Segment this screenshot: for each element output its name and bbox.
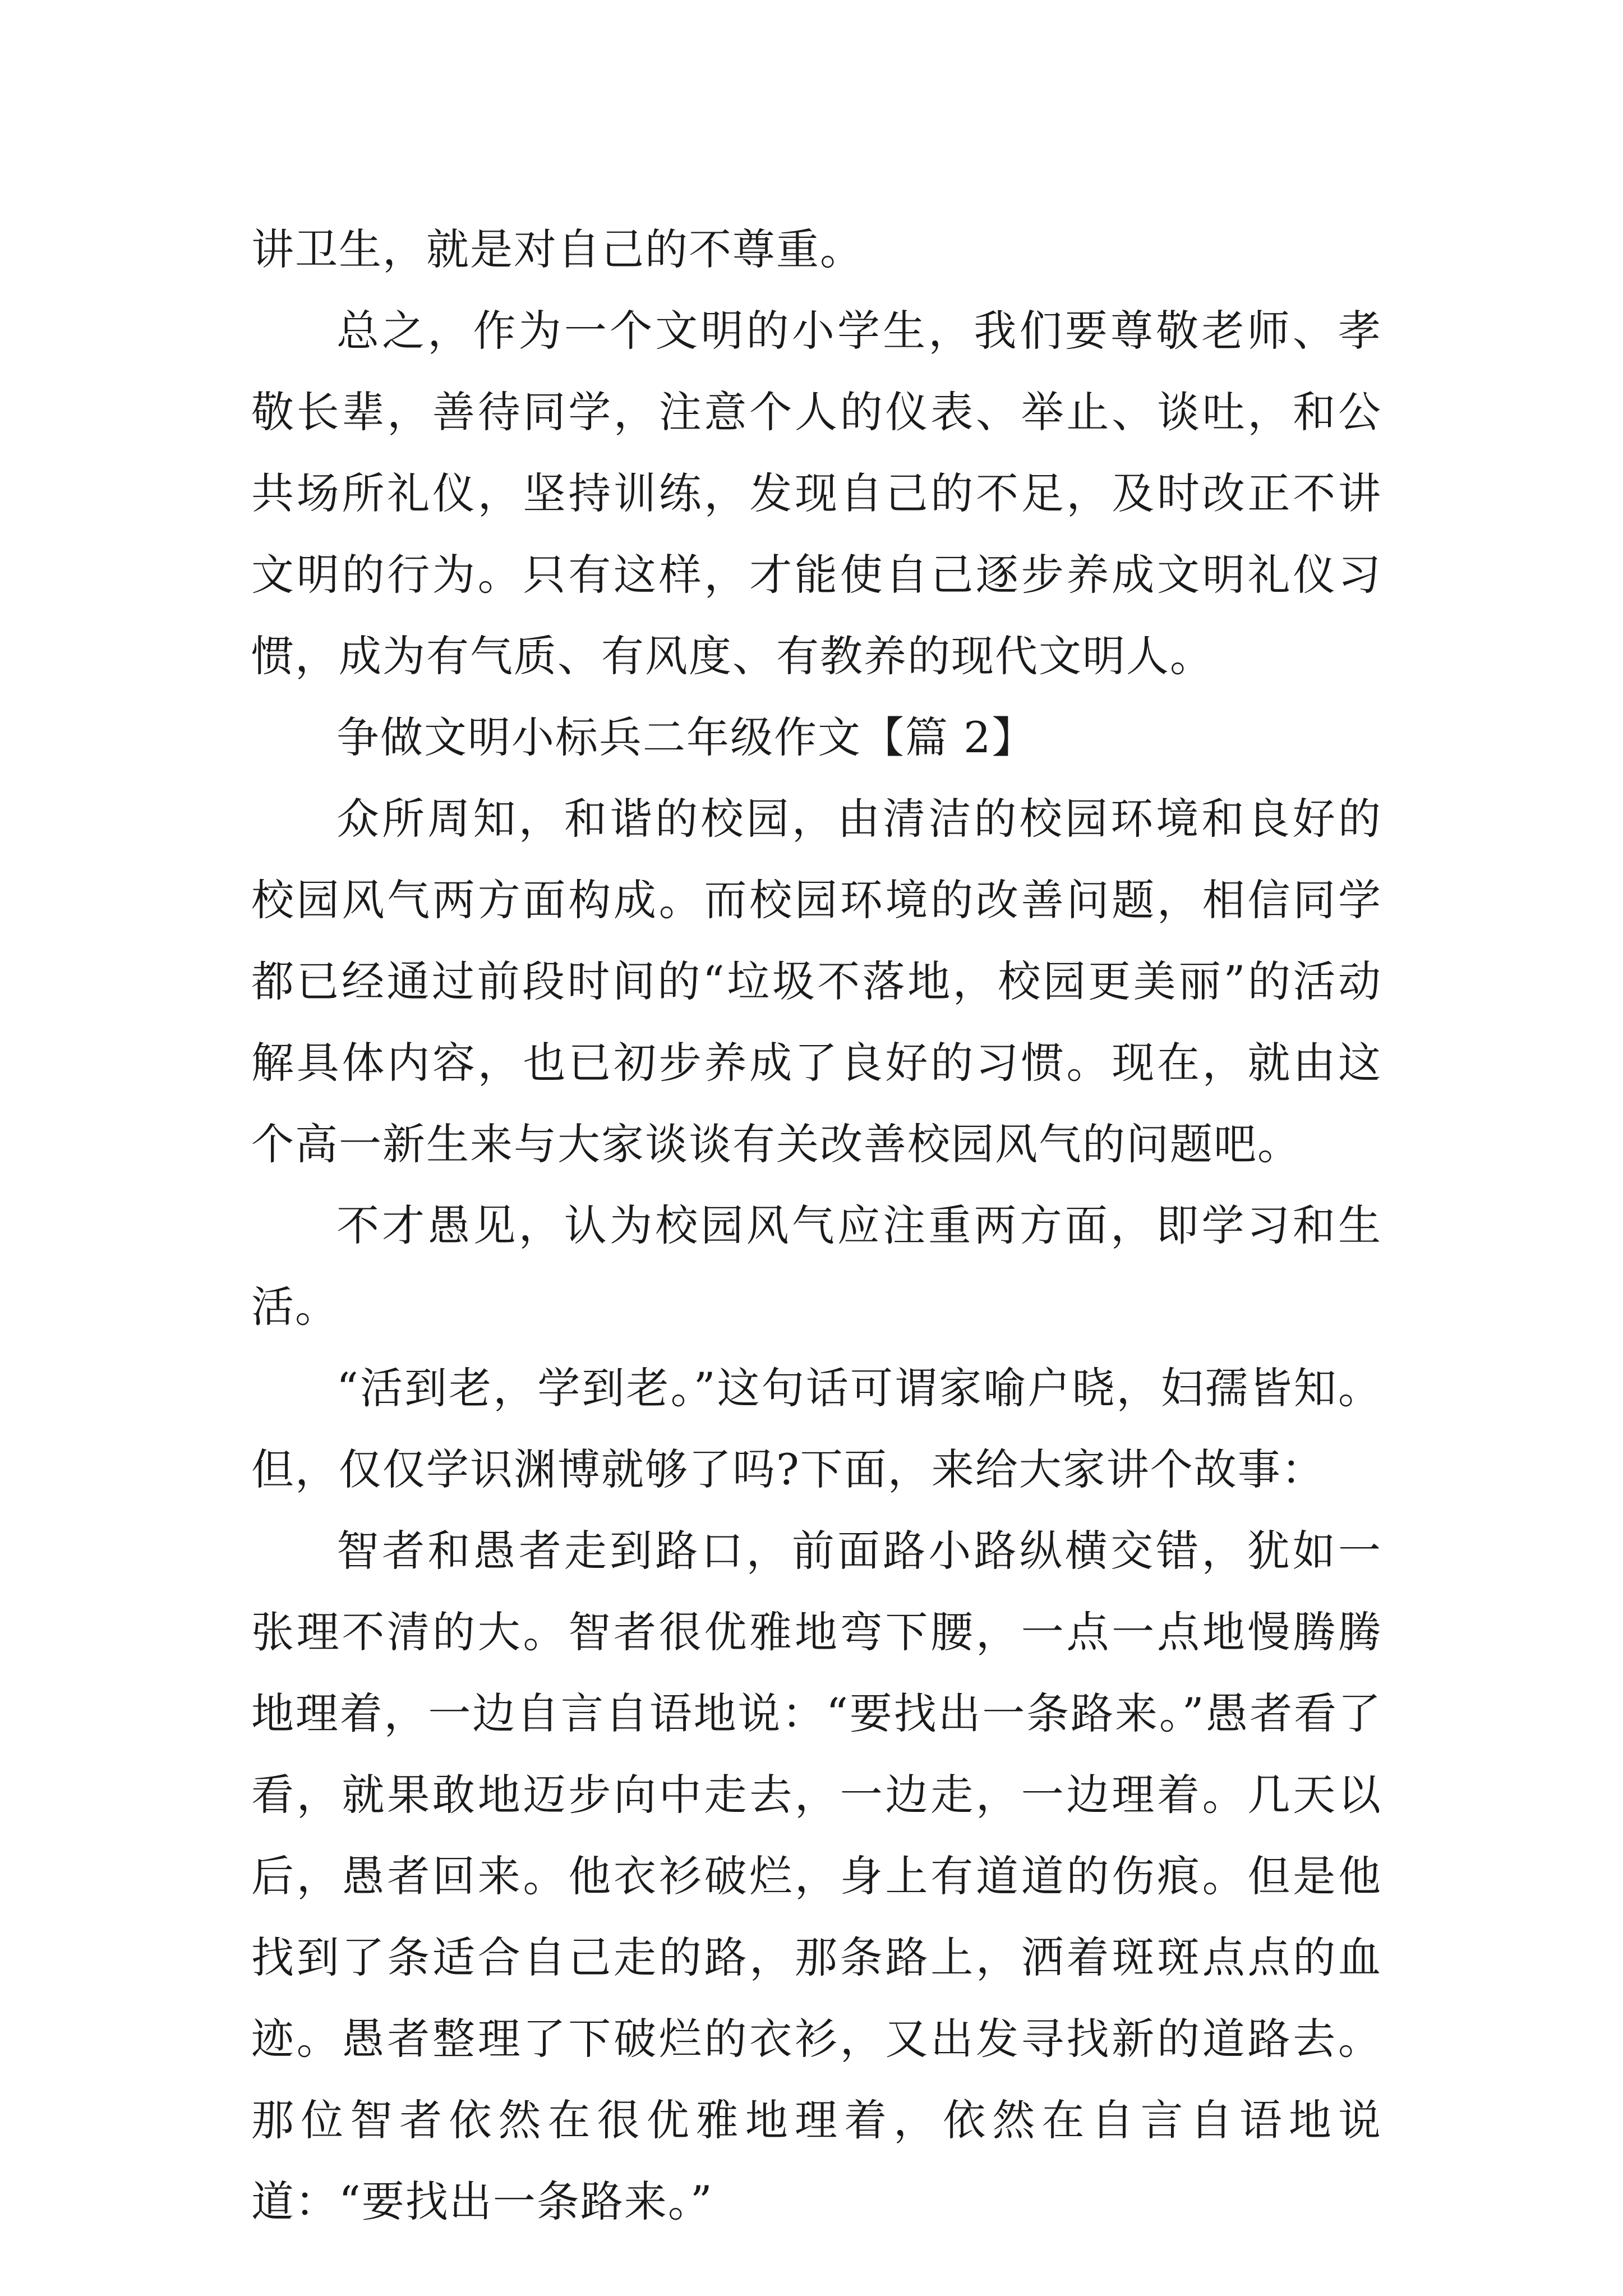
text-column bbox=[251, 209, 1382, 2242]
paragraph-opinion: 不才愚见，认为校园风气应注重两方面，即学习和生活。 bbox=[251, 1200, 1382, 1332]
paragraph-continuation: 讲卫生，就是对自己的不尊重。 bbox=[251, 224, 864, 274]
paragraph-story: 智者和愚者走到路口，前面路小路纵横交错，犹如一张理不清的大。智者很优雅地弯下腰，一点一点地慢腾腾地理着，一边自言自语地说：“要找出一条路来。”愚者看了看，就果敢地迈步向中走去，一边走，一边理着。几天以后，愚者回来。他衣衫破烂，身上有道道的伤痕。但是他找到了条适合自己走的路，那条路上，洒着斑斑点点的血迹。愚者整理了下破烂的衣衫，又出发寻找新的道路去。那位智者依然在很优雅地理着，依然在自言自语地说道：“要找出一条路来。” bbox=[251, 1526, 1382, 2226]
section-heading: 争做文明小标兵二年级作文【篇 2】 bbox=[336, 712, 1036, 762]
paragraph-intro: 众所周知，和谐的校园，由清洁的校园环境和良好的校园风气两方面构成。而校园环境的改善问题，相信同学都已经通过前段时间的“垃圾不落地，校园更美丽”的活动解具体内容，也已初步养成了良好的习惯。现在，就由这个高一新生来与大家谈谈有关改善校园风气的问题吧。 bbox=[251, 794, 1382, 1169]
paragraph-summary: 总之，作为一个文明的小学生，我们要尊敬老师、孝敬长辈，善待同学，注意个人的仪表、举止、谈吐，和公共场所礼仪，坚持训练，发现自己的不足，及时改正不讲文明的行为。只有这样，才能使自己逐步养成文明礼仪习惯，成为有气质、有风度、有教养的现代文明人。 bbox=[251, 306, 1382, 681]
paragraph-saying: “活到老，学到老。”这句话可谓家喻户晓，妇孺皆知。但，仅仅学识渊博就够了吗?下面，来给大家讲个故事： bbox=[251, 1363, 1382, 1494]
